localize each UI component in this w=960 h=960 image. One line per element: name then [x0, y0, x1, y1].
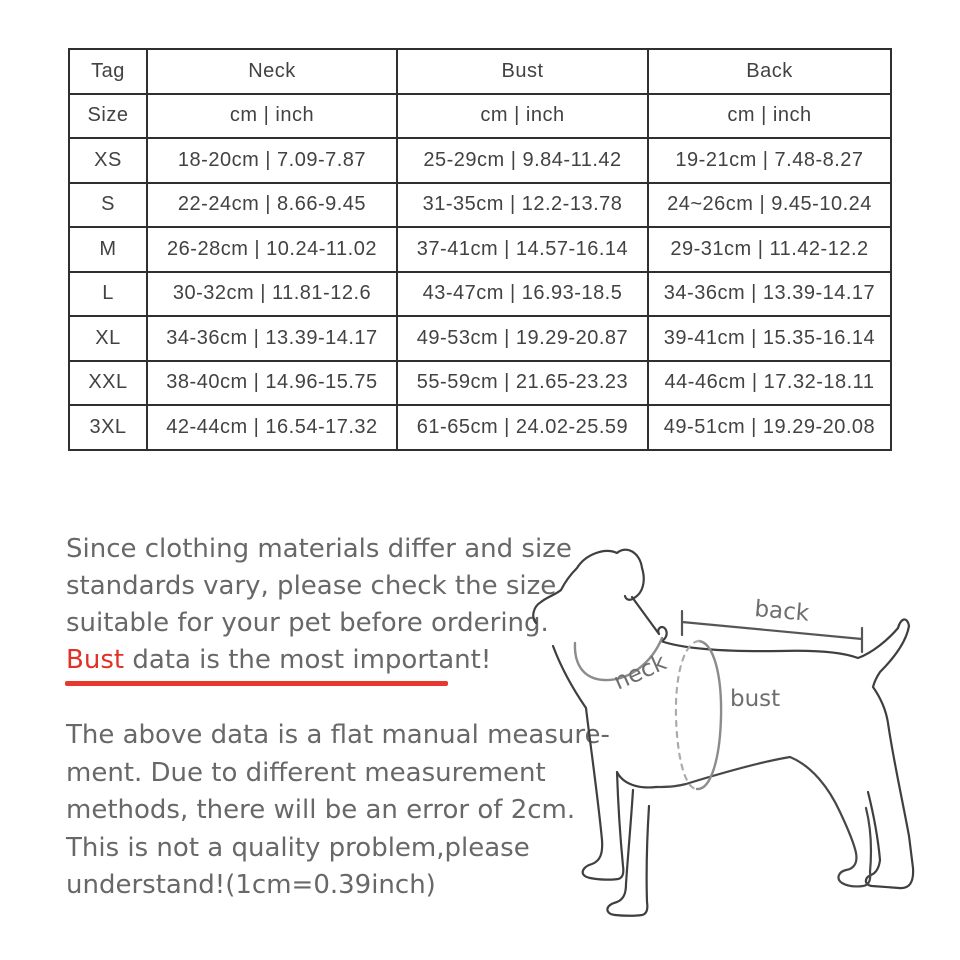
note-line: The above data is a flat manual measure- — [66, 720, 610, 750]
table-row-xl — [69, 316, 891, 361]
size-tag: XXL — [69, 361, 147, 406]
back-value: 34-36cm | 13.39-14.17 — [648, 272, 891, 317]
neck-value: 22-24cm | 8.66-9.45 — [147, 183, 397, 228]
bust-value: 55-59cm | 21.65-23.23 — [397, 361, 648, 406]
note-line: understand!(1cm=0.39inch) — [66, 870, 436, 900]
sizing-note — [66, 531, 572, 679]
subheader-unit: cm | inch — [648, 94, 891, 139]
bust-value: 31-35cm | 12.2-13.78 — [397, 183, 648, 228]
bust-value: 49-53cm | 19.29-20.87 — [397, 316, 648, 361]
neck-value: 34-36cm | 13.39-14.17 — [147, 316, 397, 361]
table-row-3xl — [69, 405, 891, 450]
table-row-s — [69, 183, 891, 228]
col-header-back: Back — [648, 49, 891, 94]
neck-value: 26-28cm | 10.24-11.02 — [147, 227, 397, 272]
size-tag: M — [69, 227, 147, 272]
subheader-unit: cm | inch — [397, 94, 648, 139]
note-line: methods, there will be an error of 2cm. — [66, 795, 576, 825]
note-line: ment. Due to different measurement — [66, 757, 546, 788]
table-row-xs — [69, 138, 891, 183]
col-header-neck: Neck — [147, 49, 397, 94]
size-tag: XS — [69, 138, 147, 183]
subheader-size: Size — [69, 94, 147, 139]
col-header-bust: Bust — [397, 49, 648, 94]
bust-ellipse-solid — [697, 641, 721, 789]
bust-value: 43-47cm | 16.93-18.5 — [397, 272, 648, 317]
neck-value: 42-44cm | 16.54-17.32 — [147, 405, 397, 450]
bust-value: 25-29cm | 9.84-11.42 — [397, 138, 648, 183]
back-value: 49-51cm | 19.29-20.08 — [648, 405, 891, 450]
dog-head-back-outline — [533, 550, 913, 888]
note-line — [66, 642, 572, 679]
size-tag: L — [69, 272, 147, 317]
back-value: 29-31cm | 11.42-12.2 — [648, 227, 891, 272]
neck-value: 18-20cm | 7.09-7.87 — [147, 138, 397, 183]
back-value: 39-41cm | 15.35-16.14 — [648, 316, 891, 361]
red-underline — [65, 681, 448, 686]
size-table — [68, 48, 892, 451]
note-line: Since clothing materials differ and size — [66, 534, 572, 564]
bust-ellipse-dashed — [676, 641, 699, 789]
table-row-m — [69, 227, 891, 272]
note-line-rest: data is the most important! — [124, 645, 492, 675]
size-tag: XL — [69, 316, 147, 361]
size-tag: 3XL — [69, 405, 147, 450]
table-subheader-row — [69, 94, 891, 139]
note-line: This is not a quality problem,please — [66, 832, 530, 863]
table-header-row — [69, 49, 891, 94]
back-value: 19-21cm | 7.48-8.27 — [648, 138, 891, 183]
back-value: 44-46cm | 17.32-18.11 — [648, 361, 891, 406]
note-line: standards vary, please check the size — [66, 571, 557, 601]
subheader-unit: cm | inch — [147, 94, 397, 139]
size-tag: S — [69, 183, 147, 228]
back-label: back — [753, 596, 811, 627]
back-value: 24~26cm | 9.45-10.24 — [648, 183, 891, 228]
neck-label: neck — [609, 649, 671, 696]
col-header-tag: Tag — [69, 49, 147, 94]
neck-value: 38-40cm | 14.96-15.75 — [147, 361, 397, 406]
bust-highlight: Bust — [66, 645, 125, 675]
neck-value: 30-32cm | 11.81-12.6 — [147, 272, 397, 317]
dog-belly-hindleg-outline — [656, 757, 871, 886]
dog-measurement-diagram — [520, 540, 960, 960]
table-row-xxl — [69, 361, 891, 406]
note-line: suitable for your pet before ordering. — [66, 608, 549, 638]
bust-value: 61-65cm | 24.02-25.59 — [397, 405, 648, 450]
table-row-l — [69, 272, 891, 317]
bust-value: 37-41cm | 14.57-16.14 — [397, 227, 648, 272]
bust-label: bust — [730, 686, 781, 712]
